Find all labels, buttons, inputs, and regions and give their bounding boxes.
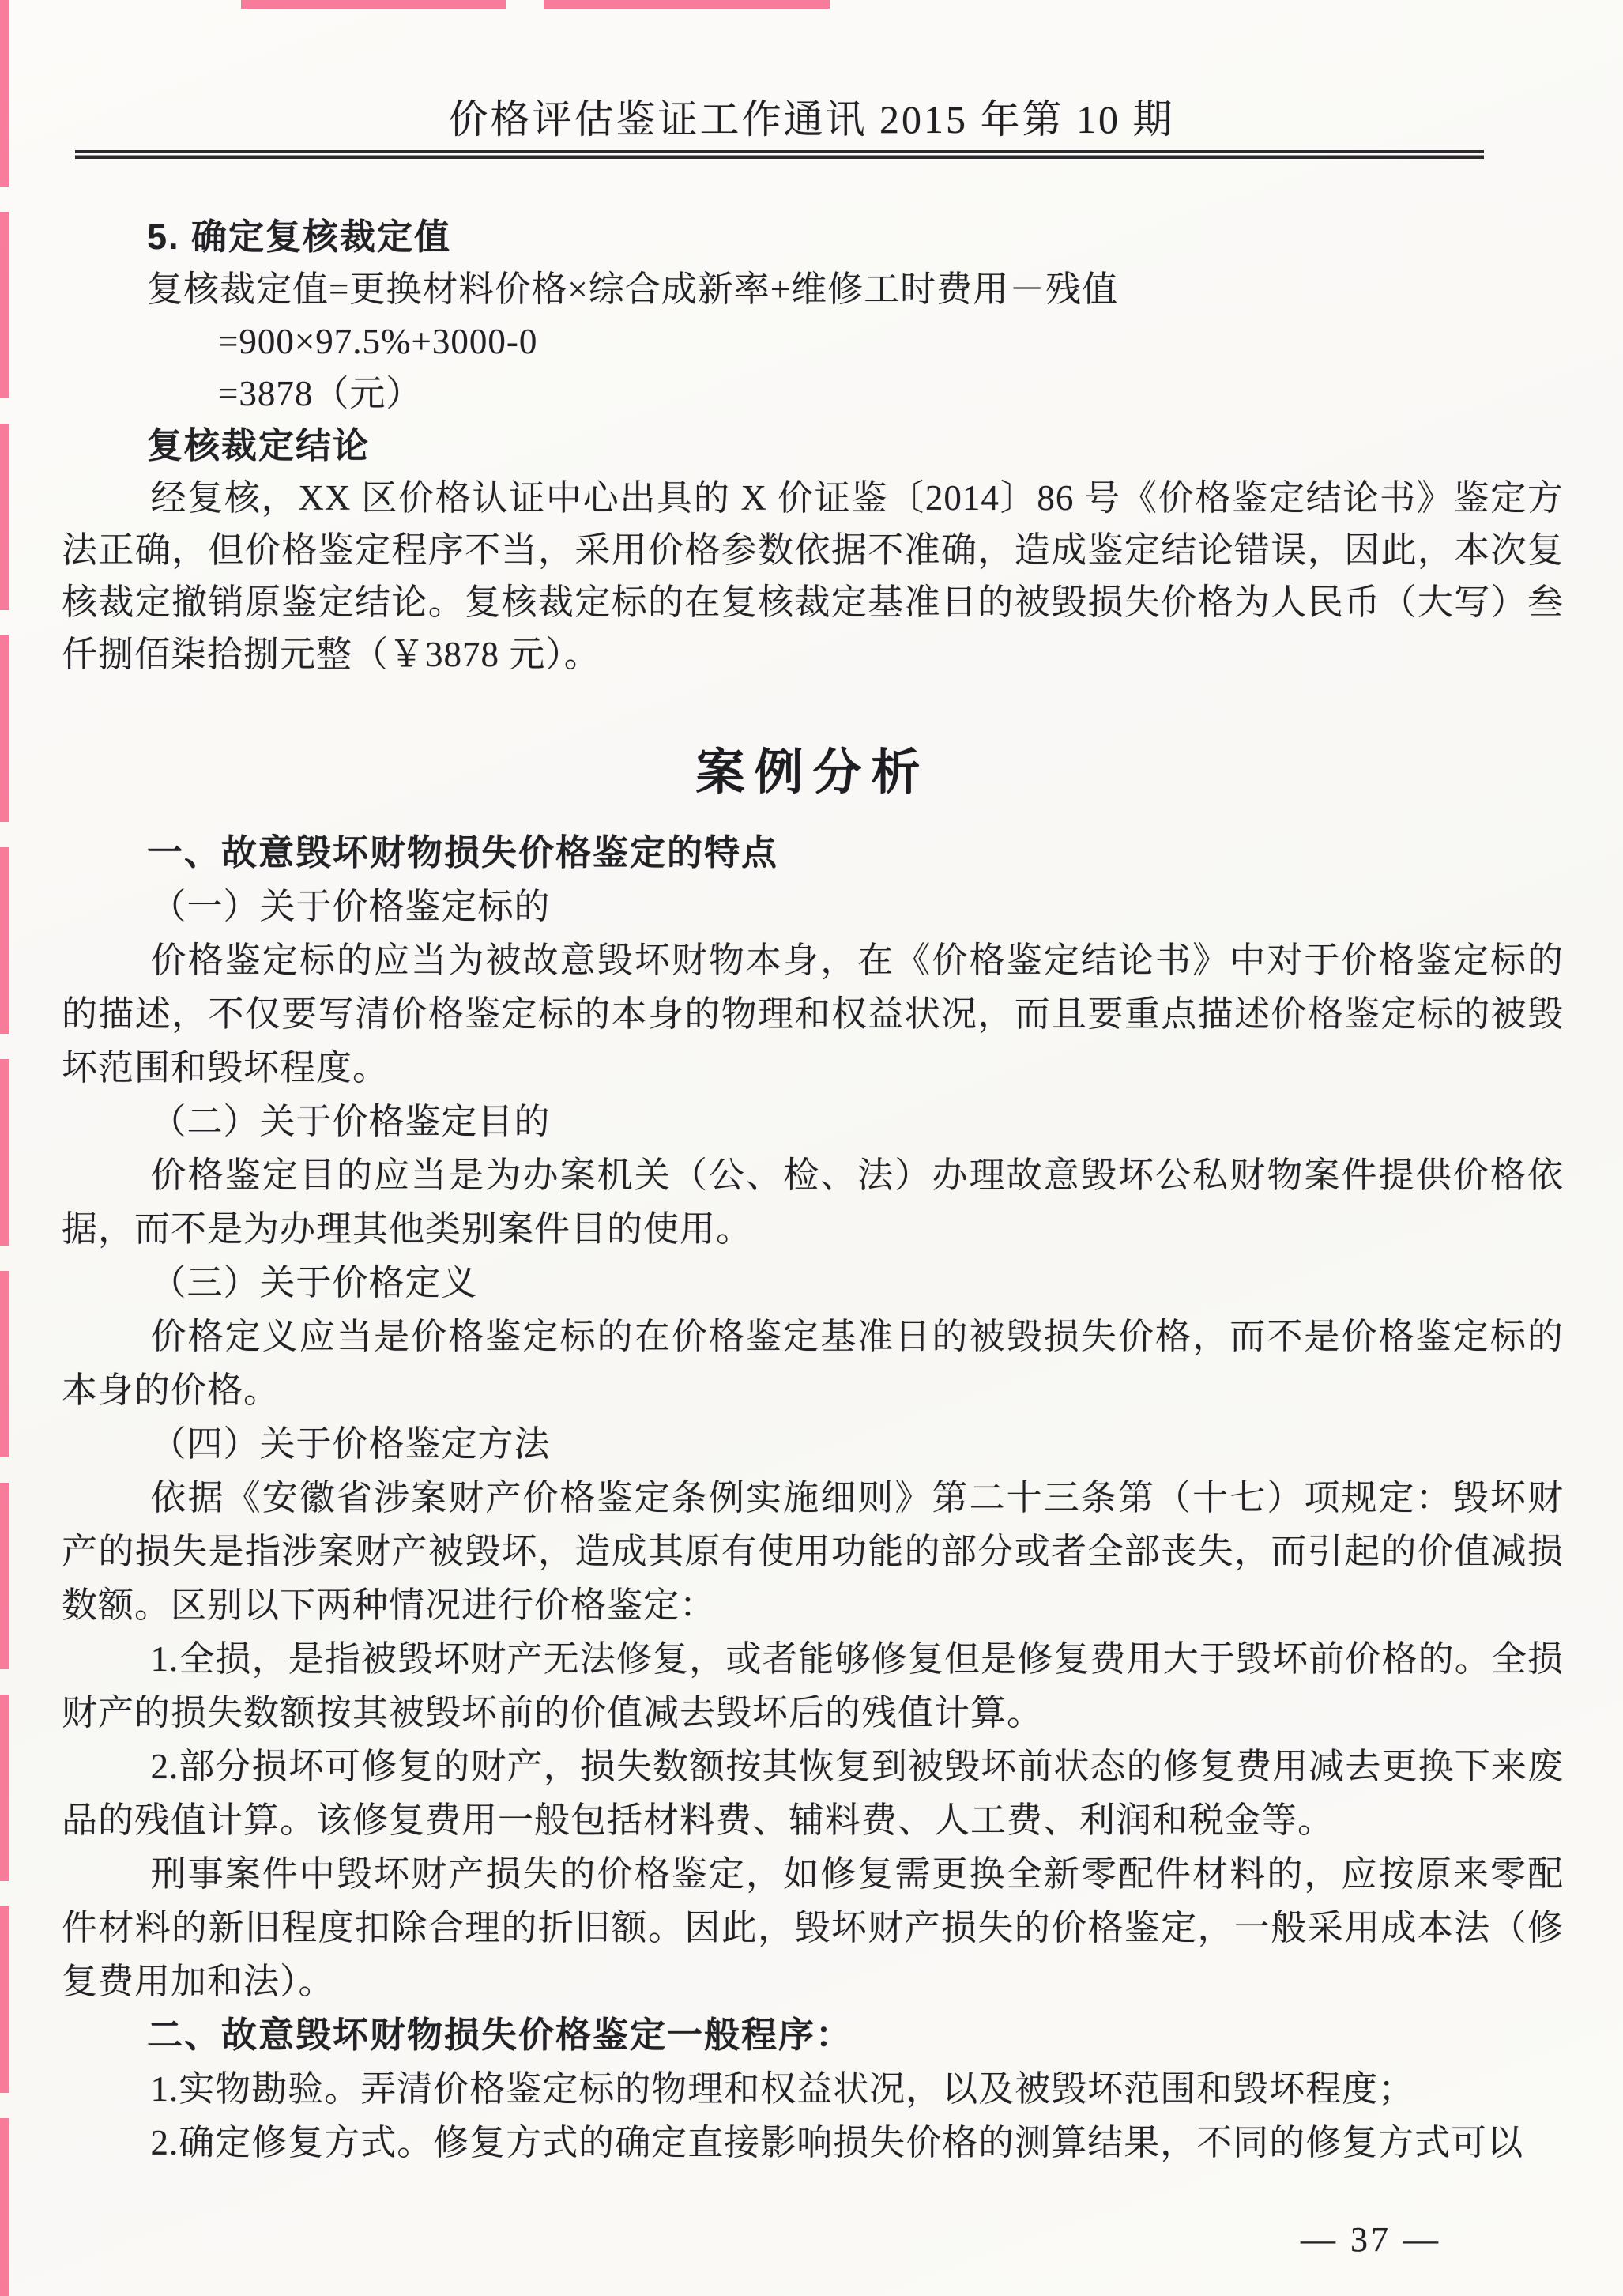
scan-artifact-top-edge [544, 0, 830, 9]
scan-artifact-left-edge [0, 0, 9, 2296]
scan-artifact-top-edge [241, 0, 506, 9]
subsection3-heading: （三）关于价格定义 [150, 1263, 478, 1303]
subsection3-paragraph: 价格定义应当是价格鉴定标的在价格鉴定基准日的被毁损失价格，而不是价格鉴定标的本身的价格。 [62, 1317, 1564, 1410]
formula-line-definition: 复核裁定值=更换材料价格×综合成新率+维修工时费用－残值 [147, 270, 1119, 309]
header-double-rule [75, 150, 1484, 159]
formula-line-calculation: =900×97.5%+3000-0 [218, 322, 538, 361]
procedure-step1-paragraph: 1.实物勘验。弄清价格鉴定标的物理和权益状况，以及被毁坏范围和毁坏程度； [150, 2069, 1415, 2109]
journal-header: 价格评估鉴证工作通讯 2015 年第 10 期 [448, 97, 1175, 141]
review-conclusion-heading: 复核裁定结论 [147, 425, 371, 466]
subsection4-heading: （四）关于价格鉴定方法 [150, 1424, 551, 1464]
procedure-step2-paragraph: 2.确定修复方式。修复方式的确定直接影响损失价格的测算结果，不同的修复方式可以 [150, 2123, 1524, 2162]
subsection4-paragraph: 依据《安徽省涉案财产价格鉴定条例实施细则》第二十三条第（十七）项规定：毁坏财产的损失是指涉案财产被毁坏，造成其原有使用功能的部分或者全部丧失，而引起的价值减损数额。区别以下两种情况进行价格鉴定： [62, 1478, 1564, 1625]
subsection2-paragraph: 价格鉴定目的应当是为办案机关（公、检、法）办理故意毁坏公私财物案件提供价格依据，而不是为办理其他类别案件目的使用。 [62, 1156, 1564, 1249]
total-loss-item-paragraph: 1.全损，是指被毁坏财产无法修复，或者能够修复但是修复费用大于毁坏前价格的。全损财产的损失数额按其被毁坏前的价值减去毁坏后的残值计算。 [62, 1639, 1564, 1732]
formula-line-result: =3878（元） [218, 374, 423, 413]
page-number: — 37 — [1301, 2220, 1441, 2259]
subsection1-heading: （一）关于价格鉴定标的 [150, 887, 551, 926]
page-content [62, 211, 1564, 2170]
section2-heading: 二、故意毁坏财物损失价格鉴定一般程序： [147, 2015, 853, 2055]
case-analysis-title: 案例分析 [695, 745, 930, 800]
partial-loss-item-paragraph: 2.部分损坏可修复的财产，损失数额按其恢复到被毁坏前状态的修复费用减去更换下来废品的残值计算。该修复费用一般包括材料费、辅料费、人工费、利润和税金等。 [62, 1747, 1564, 1840]
section5-heading: 5. 确定复核裁定值 [147, 217, 452, 257]
review-conclusion-paragraph: 经复核，XX 区价格认证中心出具的 X 价证鉴〔2014〕86 号《价格鉴定结论书》鉴定方法正确，但价格鉴定程序不当，采用价格参数依据不准确，造成鉴定结论错误，因此，本次复核裁定撤销原鉴定结论。复核裁定标的在复核裁定基准日的被毁损失价格为人民币（大写）叁仟捌佰柒拾捌元整（￥3878 元）。 [62, 478, 1564, 674]
criminal-case-paragraph: 刑事案件中毁坏财产损失的价格鉴定，如修复需更换全新零配件材料的，应按原来零配件材料的新旧程度扣除合理的折旧额。因此，毁坏财产损失的价格鉴定，一般采用成本法（修复费用加和法）。 [62, 1854, 1564, 2001]
case-analysis-section [62, 742, 1564, 2170]
subsection1-paragraph: 价格鉴定标的应当为被故意毁坏财物本身，在《价格鉴定结论书》中对于价格鉴定标的的描述，不仅要写清价格鉴定标的本身的物理和权益状况，而且要重点描述价格鉴定标的被毁坏范围和毁坏程度。 [62, 941, 1564, 1088]
subsection2-heading: （二）关于价格鉴定目的 [150, 1102, 551, 1141]
section1-heading: 一、故意毁坏财物损失价格鉴定的特点 [147, 832, 779, 873]
